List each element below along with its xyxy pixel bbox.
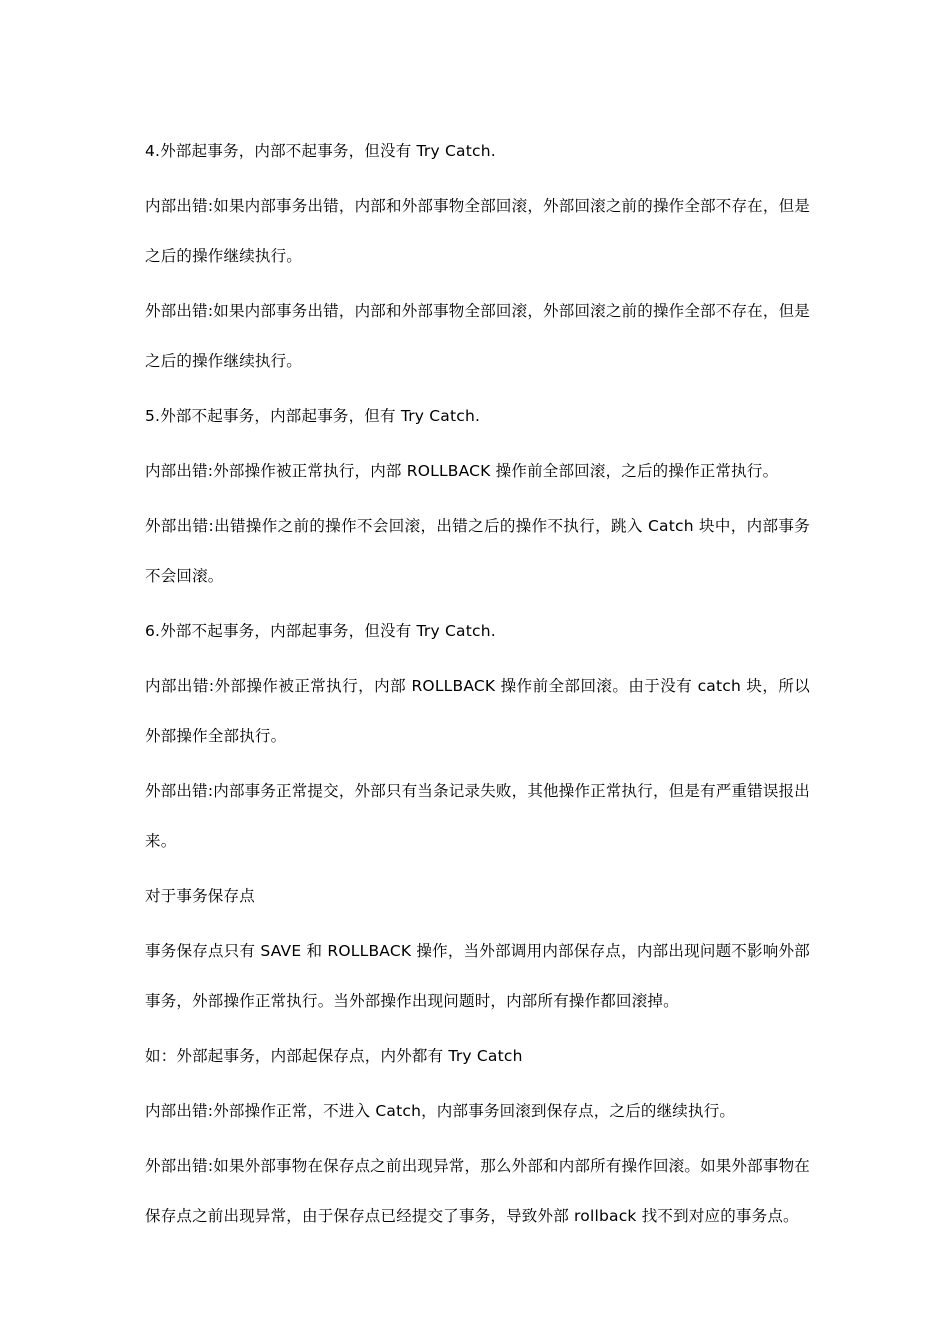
paragraph-external-error-4: 外部出错:如果内部事务出错，内部和外部事物全部回滚，外部回滚之前的操作全部不存在，但是之后的操作继续执行。: [145, 302, 810, 370]
paragraph-savepoint-internal-error: 内部出错:外部操作正常，不进入 Catch，内部事务回滚到保存点，之后的继续执行。: [145, 1102, 736, 1120]
paragraph-internal-error-6: 内部出错:外部操作被正常执行，内部 ROLLBACK 操作前全部回滚。由于没有 catch 块，所以外部操作全部执行。: [145, 677, 810, 745]
paragraph-internal-error-4: 内部出错:如果内部事务出错，内部和外部事物全部回滚，外部回滚之前的操作全部不存在，但是之后的操作继续执行。: [145, 197, 810, 265]
paragraph-external-error-6: 外部出错:内部事务正常提交，外部只有当条记录失败，其他操作正常执行，但是有严重错误报出来。: [145, 782, 810, 850]
section-heading-6: 6.外部不起事务，内部起事务，但没有 Try Catch.: [145, 622, 496, 640]
paragraph-savepoint-example: 如：外部起事务，内部起保存点，内外都有 Try Catch: [145, 1047, 523, 1065]
section-heading-savepoint: 对于事务保存点: [145, 887, 255, 905]
paragraph-internal-error-5: 内部出错:外部操作被正常执行，内部 ROLLBACK 操作前全部回滚，之后的操作正常执行。: [145, 462, 779, 480]
paragraph-savepoint-intro: 事务保存点只有 SAVE 和 ROLLBACK 操作，当外部调用内部保存点，内部出现问题不影响外部事务，外部操作正常执行。当外部操作出现问题时，内部所有操作都回滚掉。: [145, 942, 810, 1010]
paragraph-external-error-5: 外部出错:出错操作之前的操作不会回滚，出错之后的操作不执行，跳入 Catch 块中，内部事务不会回滚。: [145, 517, 810, 585]
section-heading-5: 5.外部不起事务，内部起事务，但有 Try Catch.: [145, 407, 481, 425]
document-body: [145, 126, 810, 1241]
section-heading-4: 4.外部起事务，内部不起事务，但没有 Try Catch.: [145, 142, 496, 160]
paragraph-savepoint-external-error: 外部出错:如果外部事物在保存点之前出现异常，那么外部和内部所有操作回滚。如果外部事物在保存点之前出现异常，由于保存点已经提交了事务，导致外部 rollback 找不到对应的事务点。: [145, 1157, 810, 1225]
